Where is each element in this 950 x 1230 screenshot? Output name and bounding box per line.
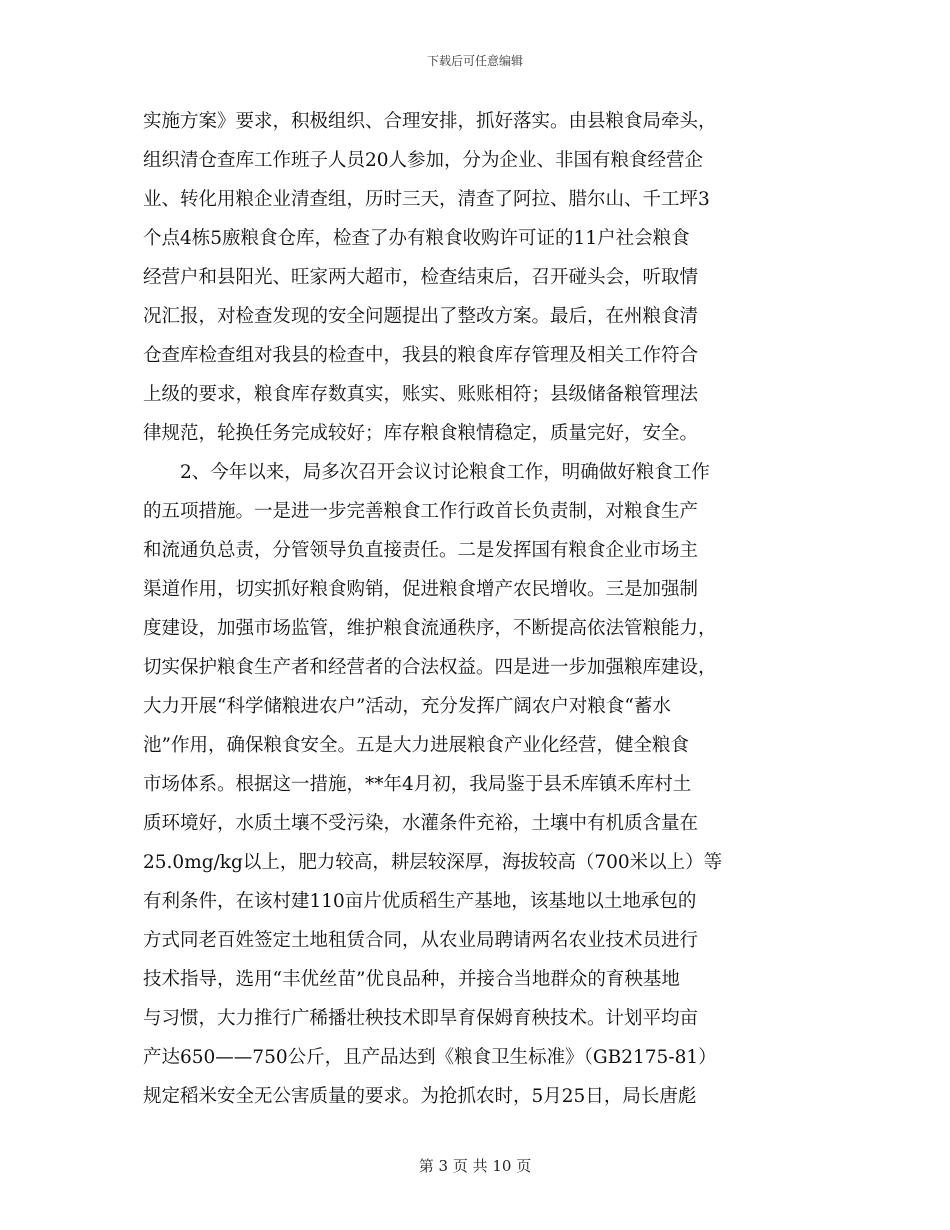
body-text <box>143 102 808 1116</box>
text-line: 25.0mg/kg以上，肥力较高，耕层较深厚，海拔较高（700米以上）等 <box>143 852 723 873</box>
text-line: 的五项措施。一是进一步完善粮食工作行政首长负责制，对粮食生产 <box>143 501 699 522</box>
text-line: 个点4栋5廒粮食仓库，检查了办有粮食收购许可证的11户社会粮食 <box>143 228 690 249</box>
text-line: 况汇报，对检查发现的安全问题提出了整改方案。最后，在州粮食清 <box>143 306 699 327</box>
text-line: 切实保护粮食生产者和经营者的合法权益。四是进一步加强粮库建设， <box>143 657 717 678</box>
text-line: 有利条件，在该村建110亩片优质稻生产基地，该基地以土地承包的 <box>143 891 697 912</box>
text-line: 实施方案》要求，积极组织、合理安排，抓好落实。由县粮食局牵头， <box>143 111 717 132</box>
text-line: 技术指导，选用“丰优丝苗”优良品种，并接合当地群众的育秧基地 <box>143 969 680 990</box>
page-number-footer: 第 3 页 共 10 页 <box>418 1157 532 1175</box>
text-line: 池”作用，确保粮食安全。五是大力进展粮食产业化经营，健全粮食 <box>143 735 689 756</box>
text-line: 仓查库检查组对我县的检查中，我县的粮食库存管理及相关工作符合 <box>143 345 699 366</box>
text-line: 规定稻米安全无公害质量的要求。为抢抓农时，5月25日，局长唐彪 <box>143 1086 697 1107</box>
text-line: 2、今年以来，局多次召开会议讨论粮食工作，明确做好粮食工作 <box>143 462 710 483</box>
text-line: 渠道作用，切实抓好粮食购销，促进粮食增产农民增收。三是加强制 <box>143 579 699 600</box>
text-line: 市场体系。根据这一措施，**年4月初，我局鉴于县禾库镇禾库村土 <box>143 774 692 795</box>
text-line: 度建设，加强市场监管，维护粮食流通秩序，不断提高依法管粮能力， <box>143 618 717 639</box>
text-line: 和流通负总责，分管领导负直接责任。二是发挥国有粮食企业市场主 <box>143 540 699 561</box>
text-line: 与习惯，大力推行广稀播壮秧技术即旱育保姆育秧技术。计划平均亩 <box>143 1008 699 1029</box>
text-line: 产达650——750公斤，且产品达到《粮食卫生标准》（GB2175-81） <box>143 1047 717 1068</box>
text-line: 组织清仓查库工作班子人员20人参加，分为企业、非国有粮食经营企 <box>143 150 704 171</box>
text-line: 质环境好，水质土壤不受污染，水灌条件充裕，土壤中有机质含量在 <box>143 813 699 834</box>
text-line: 律规范，轮换任务完成较好；库存粮食粮情稳定，质量完好，安全。 <box>143 423 699 444</box>
text-line: 经营户和县阳光、旺家两大超市，检查结束后，召开碰头会，听取情 <box>143 267 699 288</box>
text-line: 大力开展“科学储粮进农户”活动，充分发挥广阔农户对粮食“蓄水 <box>143 696 671 717</box>
text-line: 方式同老百姓签定土地租赁合同，从农业局聘请两名农业技术员进行 <box>143 930 699 951</box>
text-line: 上级的要求，粮食库存数真实，账实、账账相符；县级储备粮管理法 <box>143 384 699 405</box>
page-header: 下载后可任意编辑 <box>426 54 523 68</box>
text-line: 业、转化用粮企业清查组，历时三天，清查了阿拉、腊尔山、千工坪3 <box>143 189 710 210</box>
